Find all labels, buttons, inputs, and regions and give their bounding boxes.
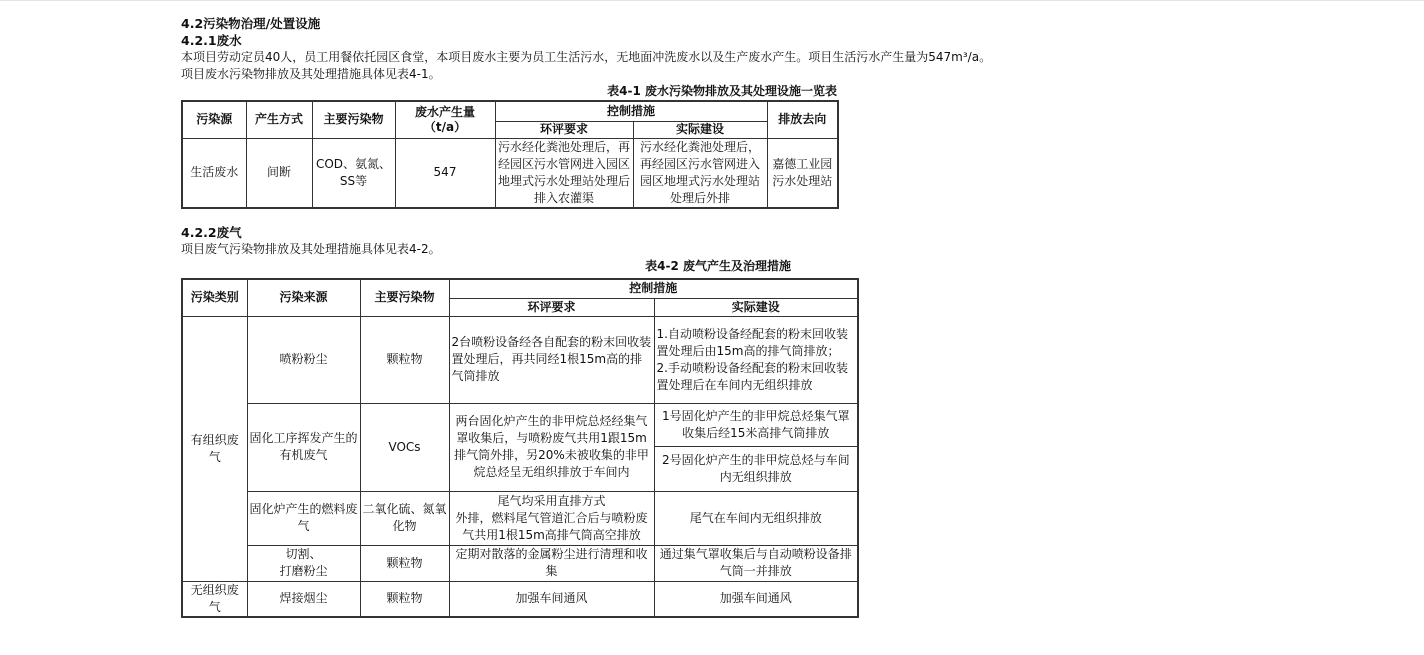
section-title: 4.2污染物治理/处置设施 <box>181 16 321 31</box>
cell-eia: 加强车间通风 <box>449 581 654 617</box>
cell-actual-line2: 2.手动喷粉设备经配套的粉末回收装置处理后在车间内无组织排放 <box>656 360 848 392</box>
cell-actual <box>654 316 858 403</box>
header-category: 污染类别 <box>182 279 247 316</box>
cell-mode: 间断 <box>246 138 312 208</box>
top-divider <box>0 0 1424 1</box>
table-row <box>182 545 858 581</box>
cell-origin-line2: 打磨粉尘 <box>279 564 328 578</box>
cell-pollutants: COD、氨氮、SS等 <box>312 138 395 208</box>
cell-actual: 尾气在车间内无组织排放 <box>654 491 858 545</box>
cell-eia: 两台固化炉产生的非甲烷总烃经集气罩收集后，与喷粉废气共用1跟15m排气筒外排，另20%未被收集的非甲烷总烃呈无组织排放于车间内 <box>449 403 654 491</box>
cell-actual-1: 1号固化炉产生的非甲烷总烃集气罩收集后经15米高排气筒排放 <box>654 403 858 446</box>
header-eia: 环评要求 <box>495 121 633 138</box>
header-volume-line1: 废水产生量 <box>414 104 475 119</box>
table-4-1-caption: 表4-1 废水污染物排放及其处理设施一览表 <box>607 84 837 98</box>
cell-actual: 污水经化粪池处理后，再经园区污水管网进入园区地埋式污水处理站处理后外排 <box>633 138 767 208</box>
cell-actual-2: 2号固化炉产生的非甲烷总烃与车间内无组织排放 <box>654 446 858 491</box>
header-origin: 污染来源 <box>247 279 360 316</box>
cell-origin <box>247 545 360 581</box>
cell-origin: 焊接烟尘 <box>247 581 360 617</box>
header-volume-line2: （t/a） <box>423 119 467 134</box>
table-row <box>182 403 858 446</box>
table-row <box>182 138 838 208</box>
cell-source: 生活废水 <box>182 138 246 208</box>
cell-destination: 嘉德工业园污水处理站 <box>767 138 838 208</box>
table-4-2 <box>181 278 859 618</box>
cell-origin: 固化工序挥发产生的有机废气 <box>247 403 360 491</box>
header-pollutants: 主要污染物 <box>360 279 449 316</box>
cell-pollutant: 颗粒物 <box>360 316 449 403</box>
header-control: 控制措施 <box>449 279 858 298</box>
header-mode: 产生方式 <box>246 101 312 138</box>
header-eia: 环评要求 <box>449 298 654 316</box>
wastewater-paragraph-1: 本项目劳动定员40人，员工用餐依托园区食堂，本项目废水主要为员工生活污水，无地面冲洗废水以及生产废水产生。项目生活污水产生量为547m³/a。 <box>181 50 992 64</box>
wastewater-title: 4.2.1废水 <box>181 33 242 48</box>
cell-pollutant: 二氧化硫、氮氧化物 <box>360 491 449 545</box>
cell-eia: 定期对散落的金属粉尘进行清理和收集 <box>449 545 654 581</box>
table-4-1 <box>181 100 839 209</box>
document-body <box>181 15 1081 618</box>
header-control: 控制措施 <box>495 101 767 121</box>
cell-origin-line1: 切割、 <box>285 547 322 561</box>
header-pollutants: 主要污染物 <box>312 101 395 138</box>
table-row <box>182 581 858 617</box>
table-row <box>182 491 858 545</box>
table-row <box>182 316 858 403</box>
cell-eia <box>449 491 654 545</box>
cell-category-unorganized: 无组织废气 <box>182 581 247 617</box>
cell-pollutant: 颗粒物 <box>360 581 449 617</box>
cell-origin: 喷粉粉尘 <box>247 316 360 403</box>
exhaust-paragraph: 项目废气污染物排放及其处理措施具体见表4-2。 <box>181 242 441 256</box>
header-actual: 实际建设 <box>633 121 767 138</box>
cell-eia: 污水经化粪池处理后，再经园区污水管网进入园区地埋式污水处理站处理后排入农灌渠 <box>495 138 633 208</box>
header-destination: 排放去向 <box>767 101 838 138</box>
cell-eia-line1: 尾气均采用直排方式 <box>497 493 606 508</box>
exhaust-title: 4.2.2废气 <box>181 225 242 240</box>
cell-category-organized: 有组织废气 <box>182 316 247 581</box>
cell-eia-line2: 外排，燃料尾气管道汇合后与喷粉废气共用1根15m高排气筒高空排放 <box>455 510 648 542</box>
cell-pollutant: VOCs <box>360 403 449 491</box>
header-actual: 实际建设 <box>654 298 858 316</box>
wastewater-paragraph-2: 项目废水污染物排放及其处理措施具体见表4-1。 <box>181 67 441 81</box>
cell-actual-line1: 1.自动喷粉设备经配套的粉末回收装置处理后由15m高的排气筒排放； <box>656 326 848 358</box>
cell-volume: 547 <box>395 138 495 208</box>
cell-origin: 固化炉产生的燃料废气 <box>247 491 360 545</box>
cell-actual: 通过集气罩收集后与自动喷粉设备排气筒一并排放 <box>654 545 858 581</box>
table-4-2-caption: 表4-2 废气产生及治理措施 <box>645 259 791 273</box>
header-volume <box>395 101 495 138</box>
header-source: 污染源 <box>182 101 246 138</box>
cell-eia: 2台喷粉设备经各自配套的粉末回收装置处理后，再共同经1根15m高的排气筒排放 <box>449 316 654 403</box>
cell-pollutant: 颗粒物 <box>360 545 449 581</box>
cell-actual: 加强车间通风 <box>654 581 858 617</box>
